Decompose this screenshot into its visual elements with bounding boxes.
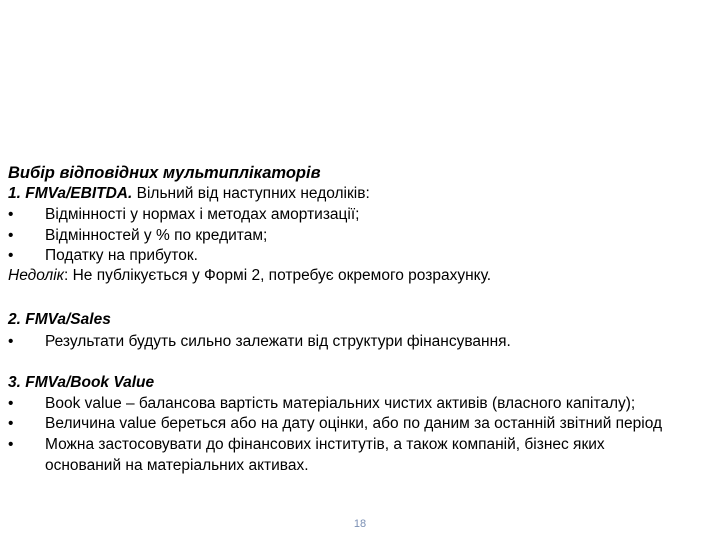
list-item	[8, 247, 198, 265]
section-2-heading-line	[8, 311, 111, 329]
bullet-text: Відмінності у нормах і методах амортизації;	[45, 206, 360, 223]
list-item	[8, 206, 360, 224]
page-number: 18	[353, 518, 367, 530]
drawback-label: Недолік	[8, 267, 64, 284]
bullet-mark: •	[8, 247, 14, 264]
bullet-mark: •	[8, 415, 14, 432]
section-3-heading: 3. FMVa/Book Value	[8, 374, 155, 391]
bullet-text: Відмінностей у % по кредитам;	[45, 227, 268, 244]
section-1-drawback	[8, 267, 491, 285]
bullet-text: Результати будуть сильно залежати від структури фінансування.	[45, 333, 511, 350]
bullet-mark: •	[8, 206, 14, 223]
section-2-heading: 2. FMVa/Sales	[8, 311, 111, 328]
bullet-text: Величина value береться або на дату оцінки, або по даним за останній звітний період	[45, 415, 663, 432]
list-item	[8, 436, 605, 454]
drawback-text: : Не публікується у Формі 2, потребує окремого розрахунку.	[64, 267, 492, 284]
bullet-mark: •	[8, 395, 14, 412]
bullet-mark: •	[8, 333, 14, 350]
list-item-continuation: оснований на матеріальних активах.	[45, 457, 309, 474]
bullet-text: Податку на прибуток.	[45, 247, 198, 264]
section-3-heading-line	[8, 374, 154, 392]
section-1-heading: 1. FMVa/EBITDA.	[8, 185, 133, 202]
bullet-mark: •	[8, 436, 14, 453]
slide-title: Вибір відповідних мультиплікаторів	[8, 164, 321, 182]
list-item	[8, 333, 511, 351]
list-item	[8, 415, 662, 433]
section-1-heading-rest: Вільний від наступних недоліків:	[132, 185, 370, 202]
list-item	[8, 227, 267, 245]
bullet-mark: •	[8, 227, 14, 244]
bullet-text: Book value – балансова вартість матеріальних чистих активів (власного капіталу);	[45, 395, 636, 412]
list-item	[8, 395, 635, 413]
bullet-text: Можна застосовувати до фінансових інститутів, а також компаній, бізнес яких	[45, 436, 605, 453]
section-1-heading-line	[8, 185, 370, 203]
